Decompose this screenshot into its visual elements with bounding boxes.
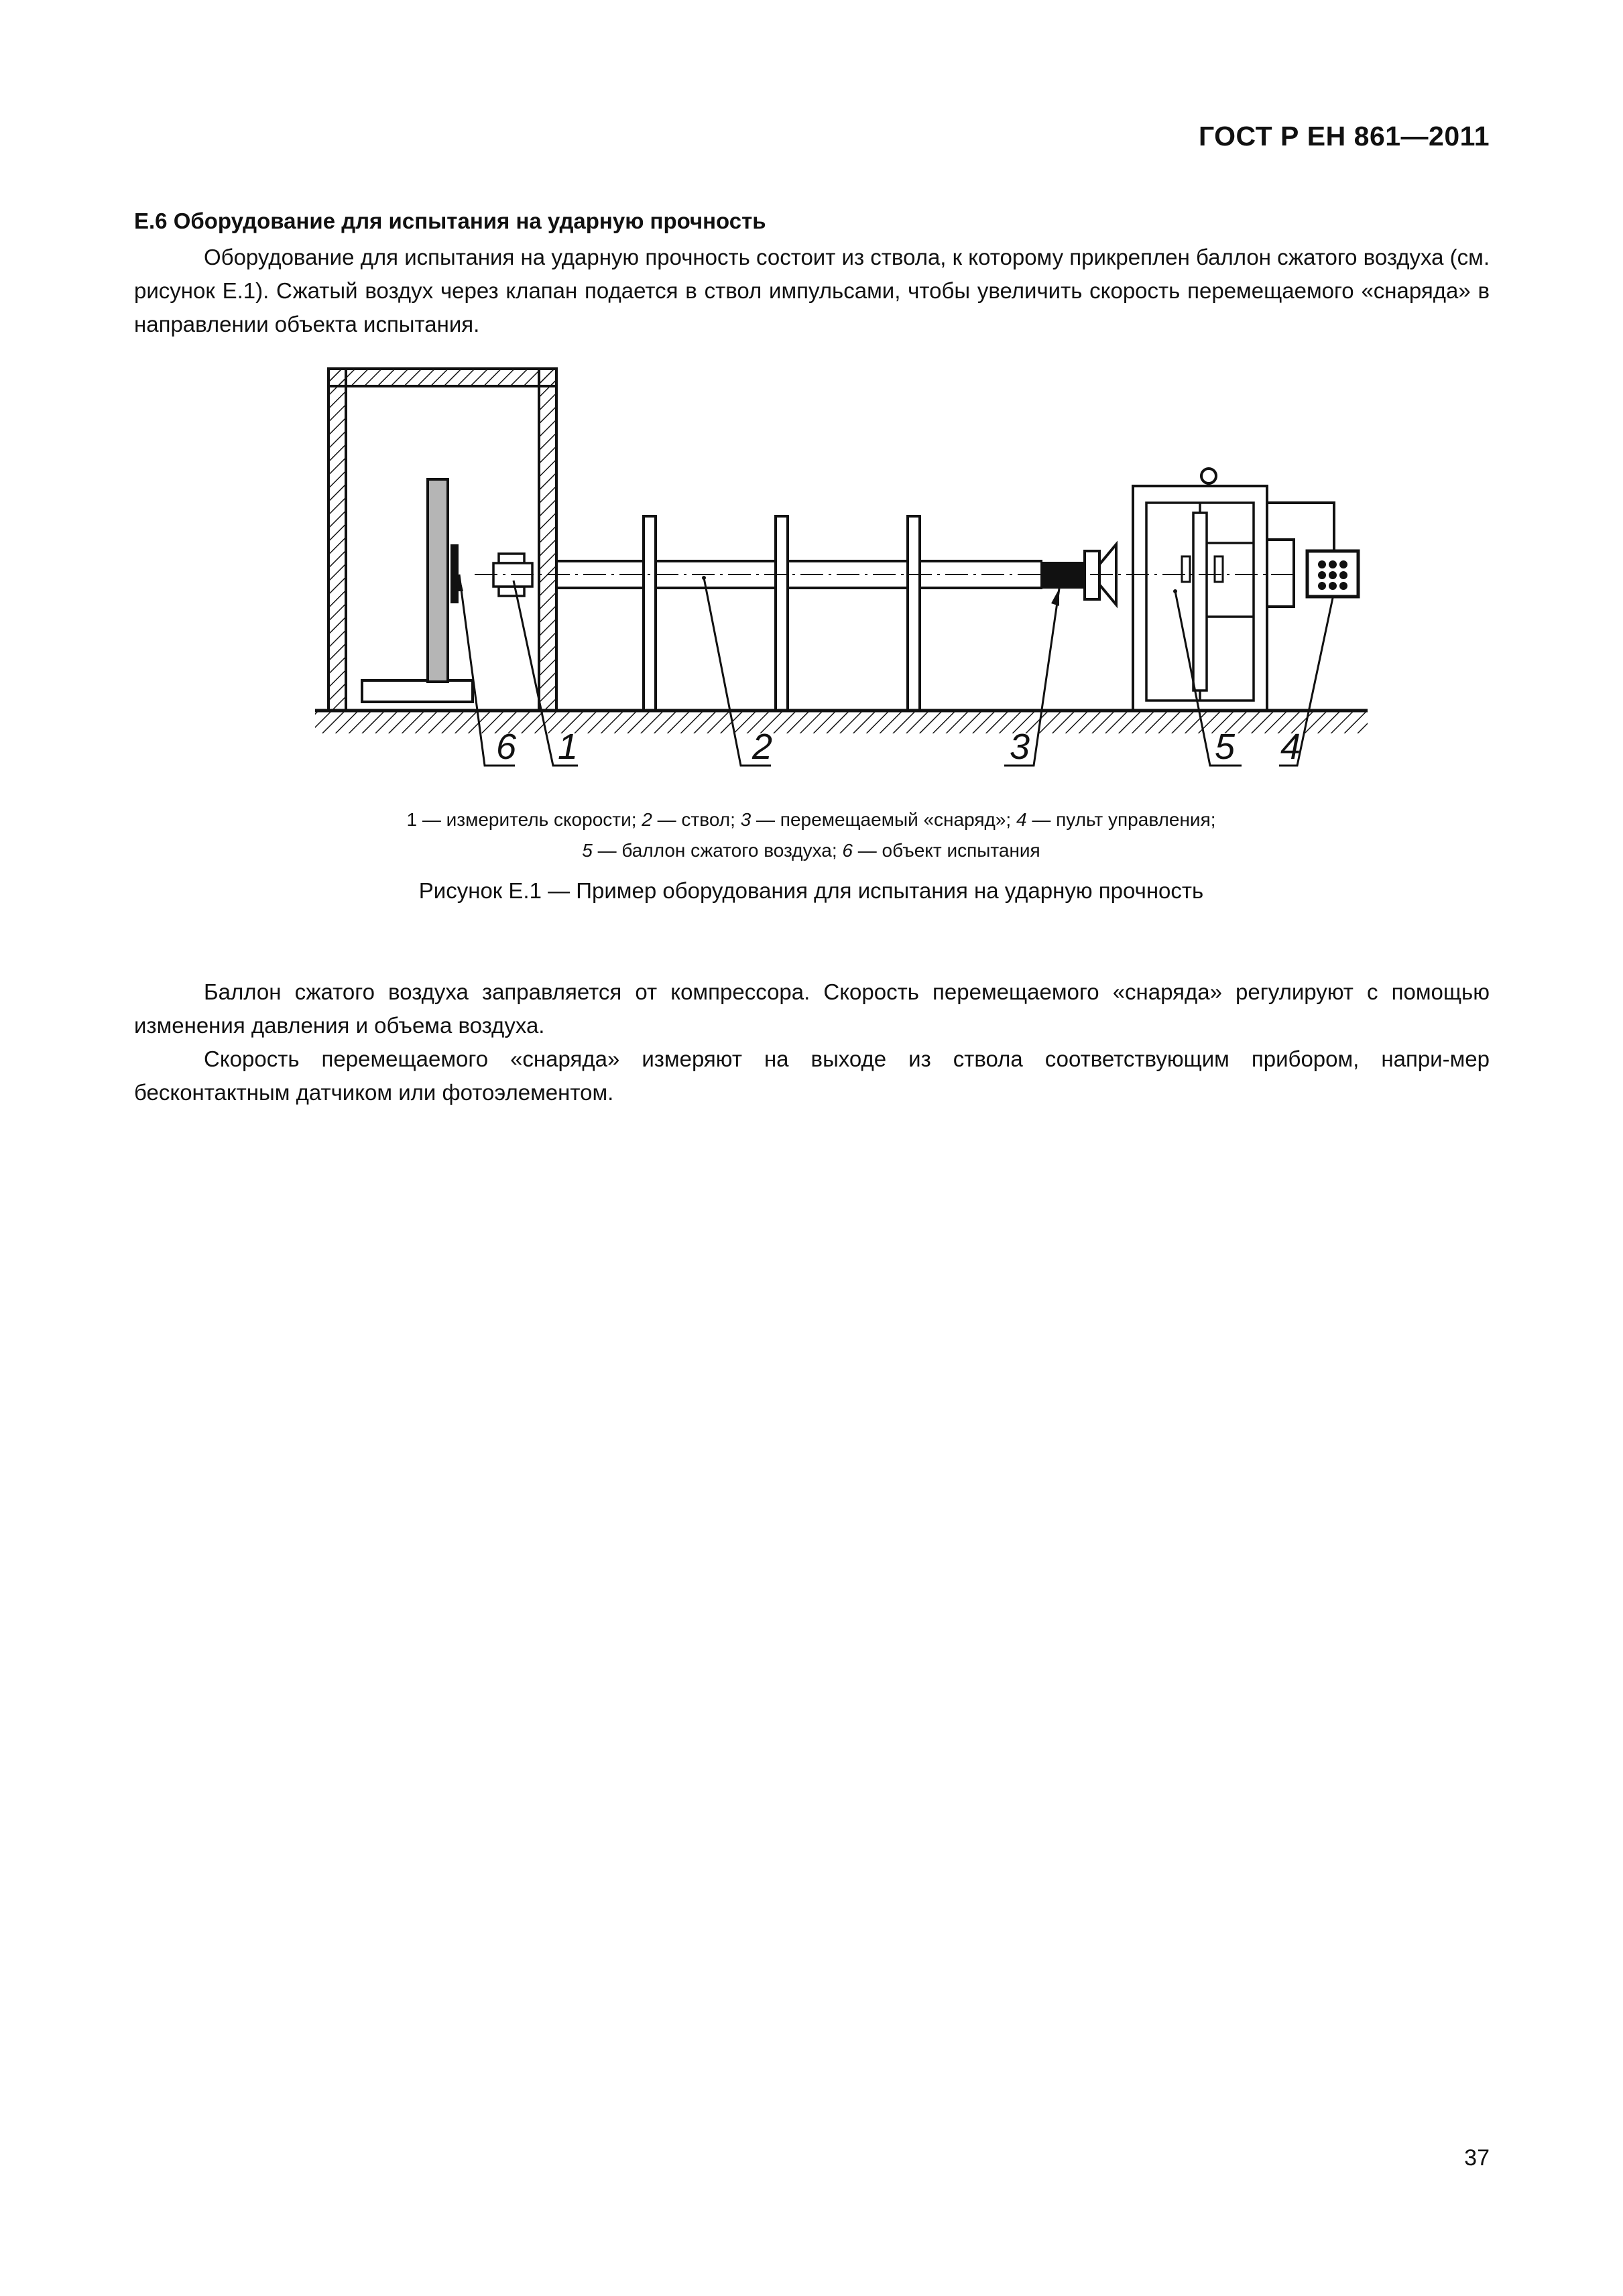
legend-num: 4 — [1016, 809, 1027, 830]
section-title: Е.6 Оборудование для испытания на ударную прочность — [134, 208, 766, 233]
ground — [315, 711, 1368, 733]
equipment-diagram — [295, 349, 1381, 791]
diagram-label-5: 5 — [1215, 727, 1236, 767]
legend-text: — измеритель скорости; — [417, 809, 642, 830]
legend-text: — перемещаемый «снаряд»; — [751, 809, 1016, 830]
body-after-figure — [134, 975, 1490, 1109]
diagram-label-6: 6 — [496, 727, 517, 767]
section-e6 — [134, 204, 1490, 341]
legend-text: — баллон сжатого воздуха; — [592, 840, 843, 861]
barrel — [556, 516, 1042, 711]
legend-num: 3 — [740, 809, 752, 830]
air-cylinder — [1099, 469, 1294, 711]
diagram-label-4: 4 — [1280, 727, 1301, 767]
diagram-label-1: 1 — [558, 727, 579, 767]
diagram-label-2: 2 — [752, 727, 773, 767]
legend-num: 1 — [406, 809, 418, 830]
intro-paragraph: Оборудование для испытания на ударную прочность состоит из ствола, к которому прикреплен баллон сжатого воздуха (см. рисунок Е.1). Сжатый воздух через клапан подается в ствол импульсами, чтобы увеличить скорость перемещаемого «снаряда» в направлении объекта испытания. — [134, 245, 1490, 337]
page-number: 37 — [1464, 2145, 1490, 2171]
document-id-header: ГОСТ Р ЕН 861—2011 — [1198, 121, 1490, 152]
legend-text: — объект испытания — [852, 840, 1040, 861]
legend-line-1 — [201, 804, 1421, 835]
paragraph-velocity: Скорость перемещаемого «снаряда» измеряют на выходе из ствола соответствующим прибором, напри-мер бесконтактным датчиком или фотоэлементом. — [134, 1046, 1490, 1105]
legend-num: 5 — [582, 840, 593, 861]
legend-num: 2 — [642, 809, 652, 830]
diagram-label-3: 3 — [1010, 727, 1030, 767]
figure-legend — [201, 804, 1421, 866]
legend-text: — ствол; — [652, 809, 741, 830]
paragraph-compressor: Баллон сжатого воздуха заправляется от компрессора. Скорость перемещаемого «снаряда» регулируют с помощью изменения давления и объема воздуха. — [134, 979, 1490, 1038]
legend-num: 6 — [842, 840, 853, 861]
figure-caption: Рисунок Е.1 — Пример оборудования для испытания на ударную прочность — [418, 878, 1204, 903]
legend-text: — пульт управления; — [1026, 809, 1216, 830]
figure-e1 — [295, 349, 1381, 791]
legend-line-2 — [201, 835, 1421, 866]
